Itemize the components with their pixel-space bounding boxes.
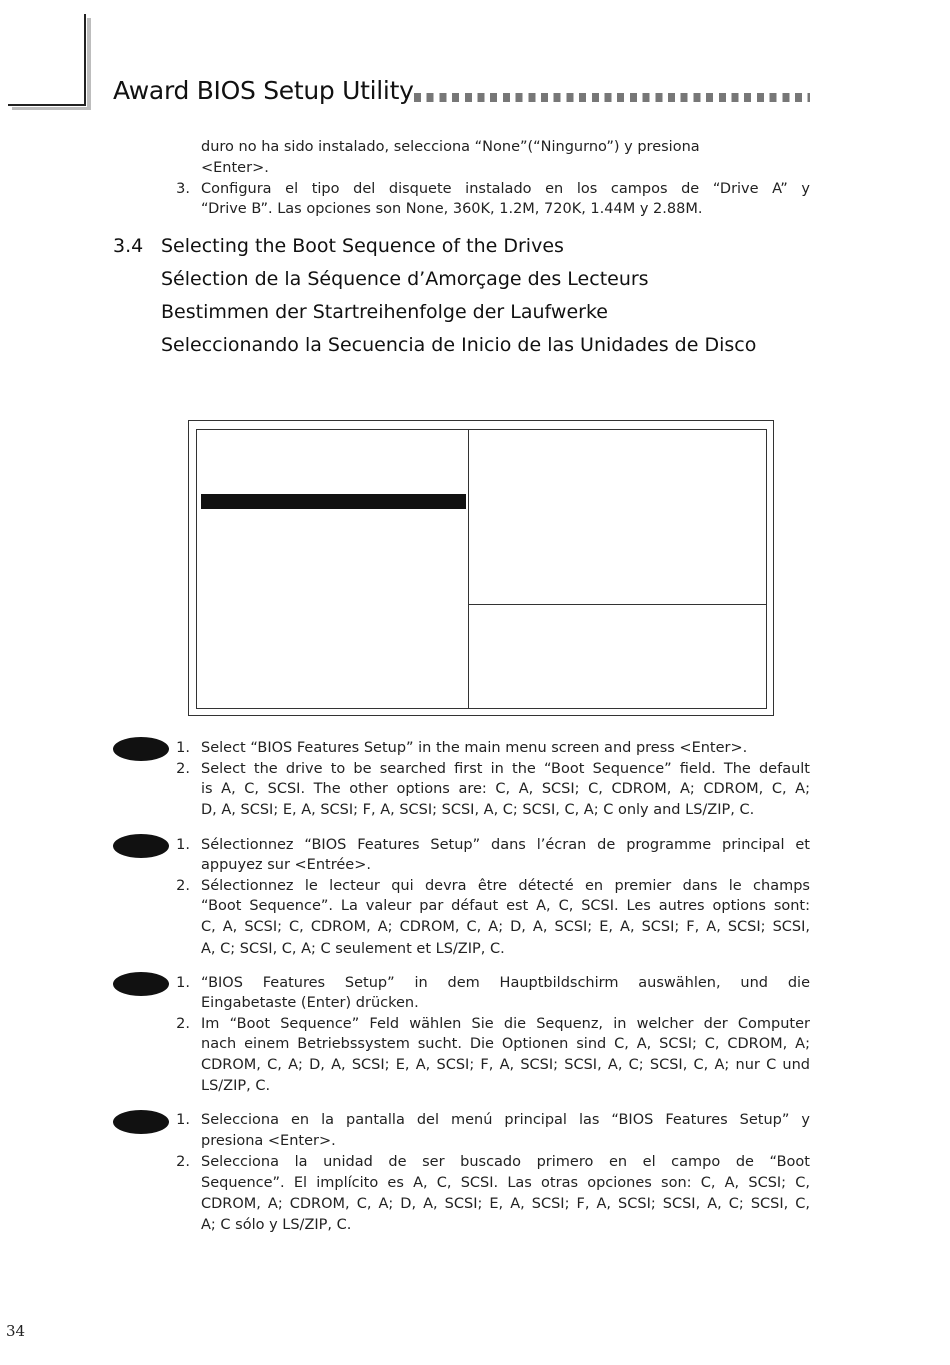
list-item-line: “BIOS Features Setup” in dem Hauptbildschirm auswählen, und die — [201, 975, 810, 991]
list-item-number: 2. — [176, 878, 190, 894]
section-title-german: Bestimmen der Startreihenfolge der Laufwerke — [161, 301, 608, 323]
list-item-line: Sequence”. El implícito es A, C, SCSI. Las otras opciones son: C, A, SCSI; C, — [201, 1175, 810, 1191]
list-item-line: Sélectionnez “BIOS Features Setup” dans l’écran de programme principal et — [201, 837, 810, 853]
list-item-number: 3. — [176, 181, 190, 197]
list-item-number: 2. — [176, 761, 190, 777]
bios-menu-panel — [196, 429, 469, 709]
page-header-title: Award BIOS Setup Utility — [113, 76, 414, 105]
list-item-line: nach einem Betriebssystem sucht. Die Optionen sind C, A, SCSI; C, CDROM, A; — [201, 1036, 810, 1052]
corner-mark — [84, 14, 86, 106]
list-item-line: Configura el tipo del disquete instalado en los campos de “Drive A” y — [201, 181, 810, 197]
list-item-line: “Boot Sequence”. La valeur par défaut est A, C, SCSI. Les autres options sont: — [201, 898, 810, 914]
list-item-line: Select “BIOS Features Setup” in the main menu screen and press <Enter>. — [201, 740, 748, 756]
section-number: 3.4 — [113, 235, 144, 257]
list-item-line: appuyez sur <Entrée>. — [201, 857, 371, 873]
section-title-spanish: Seleccionando la Secuencia de Inicio de las Unidades de Disco — [161, 334, 757, 356]
section-title-english: Selecting the Boot Sequence of the Drives — [161, 235, 564, 257]
bios-selected-item-bar — [201, 494, 466, 509]
list-item-line: Eingabetaste (Enter) drücken. — [201, 995, 419, 1011]
list-item-number: 1. — [176, 740, 190, 756]
list-item-line: Selecciona en la pantalla del menú principal las “BIOS Features Setup” y — [201, 1112, 810, 1128]
language-marker-german — [113, 972, 169, 996]
list-item-line: is A, C, SCSI. The other options are: C, A, SCSI; C, CDROM, A; CDROM, C, A; — [201, 781, 810, 797]
header-dotted-rule — [414, 93, 810, 102]
list-item-number: 1. — [176, 837, 190, 853]
list-item-number: 1. — [176, 975, 190, 991]
list-item-line: C, A, SCSI; C, CDROM, A; CDROM, C, A; D, A, SCSI; E, A, SCSI; F, A, SCSI; SCSI, — [201, 919, 810, 935]
language-marker-spanish — [113, 1110, 169, 1134]
list-item-continuation-line: duro no ha sido instalado, selecciona “None”(“Ningurno”) y presiona — [201, 139, 700, 155]
list-item-number: 2. — [176, 1016, 190, 1032]
list-item-line: Sélectionnez le lecteur qui devra être détecté en premier dans le champs — [201, 878, 810, 894]
language-marker-french — [113, 834, 169, 858]
section-title-french: Sélection de la Séquence d’Amorçage des Lecteurs — [161, 268, 649, 290]
list-item-line: CDROM, C, A; D, A, SCSI; E, A, SCSI; F, A, SCSI; SCSI, A, C; SCSI, C, A; nur C und — [201, 1057, 810, 1073]
page-number: 34 — [6, 1322, 26, 1340]
list-item-line: A, C; SCSI, C, A; C seulement et LS/ZIP, C. — [201, 941, 505, 957]
list-item-line: presiona <Enter>. — [201, 1133, 336, 1149]
list-item-number: 1. — [176, 1112, 190, 1128]
bios-info-panel — [468, 429, 767, 605]
list-item-line: Selecciona la unidad de ser buscado primero en el campo de “Boot — [201, 1154, 810, 1170]
list-item-line: A; C sólo y LS/ZIP, C. — [201, 1217, 352, 1233]
corner-mark-shadow — [87, 18, 91, 108]
list-item-line: CDROM, A; CDROM, C, A; D, A, SCSI; E, A, SCSI; F, A, SCSI; SCSI, A, C; SCSI, C, — [201, 1196, 810, 1212]
corner-mark — [8, 104, 86, 106]
list-item-line: D, A, SCSI; E, A, SCSI; F, A, SCSI; SCSI, A, C; SCSI, C, A; C only and LS/ZIP, C. — [201, 802, 755, 818]
list-item-line: Im “Boot Sequence” Feld wählen Sie die Sequenz, in welcher der Computer — [201, 1016, 810, 1032]
list-item-continuation-line: <Enter>. — [201, 160, 269, 176]
bios-help-panel — [468, 604, 767, 709]
list-item-line: Select the drive to be searched first in the “Boot Sequence” field. The default — [201, 761, 810, 777]
corner-mark-shadow — [12, 107, 91, 110]
list-item-line: LS/ZIP, C. — [201, 1078, 271, 1094]
list-item-line: “Drive B”. Las opciones son None, 360K, 1.2M, 720K, 1.44M y 2.88M. — [201, 201, 703, 217]
list-item-number: 2. — [176, 1154, 190, 1170]
language-marker-english — [113, 737, 169, 761]
